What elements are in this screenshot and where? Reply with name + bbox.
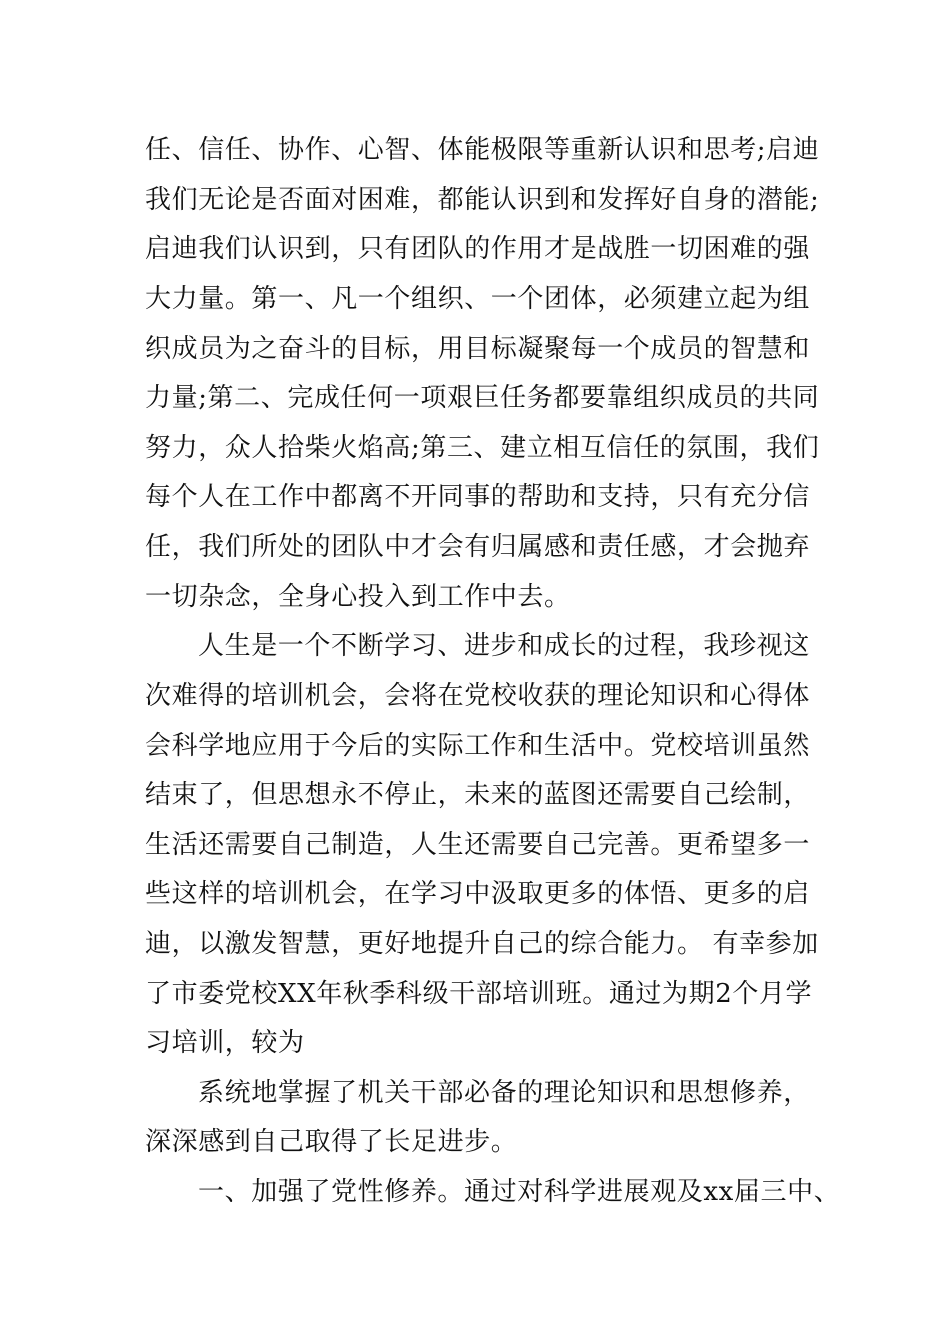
paragraph-1-line-8: 每个人在工作中都离不开同事的帮助和支持，只有充分信 — [145, 482, 811, 512]
paragraph-1-line-10: 一切杂念，全身心投入到工作中去。 — [145, 582, 571, 612]
paragraph-1-line-7: 努力，众人拾柴火焰高;第三、建立相互信任的氛围，我们 — [145, 433, 820, 463]
paragraph-1-line-9: 任，我们所处的团队中才会有归属感和责任感，才会抛弃 — [145, 532, 811, 562]
paragraph-2-line-4: 结束了，但思想永不停止，未来的蓝图还需要自己绘制， — [145, 780, 811, 810]
paragraph-2-line-6: 些这样的培训机会，在学习中汲取更多的体悟、更多的启 — [145, 879, 811, 909]
paragraph-2-line-5: 生活还需要自己制造，人生还需要自己完善。更希望多一 — [145, 830, 811, 860]
paragraph-1-line-2: 我们无论是否面对困难，都能认识到和发挥好自身的潜能; — [145, 185, 820, 215]
paragraph-2-line-8: 了市委党校XX年秋季科级干部培训班。通过为期2个月学 — [145, 979, 813, 1009]
paragraph-4-line-1: 一、加强了党性修养。通过对科学进展观及xx届三中、 — [198, 1177, 841, 1207]
paragraph-3-line-2: 深深感到自己取得了长足进步。 — [145, 1127, 518, 1157]
paragraph-3-line-1: 系统地掌握了机关干部必备的理论知识和思想修养， — [198, 1078, 810, 1108]
paragraph-2-line-3: 会科学地应用于今后的实际工作和生活中。党校培训虽然 — [145, 731, 811, 761]
paragraph-2-line-7: 迪，以激发智慧，更好地提升自己的综合能力。 有幸参加 — [145, 929, 819, 959]
paragraph-2-line-2: 次难得的培训机会，会将在党校收获的理论知识和心得体 — [145, 681, 811, 711]
paragraph-1-line-6: 力量;第二、完成任何一项艰巨任务都要靠组织成员的共同 — [145, 383, 820, 413]
paragraph-1-line-3: 启迪我们认识到，只有团队的作用才是战胜一切困难的强 — [145, 234, 811, 264]
paragraph-2-line-1: 人生是一个不断学习、进步和成长的过程，我珍视这 — [198, 631, 810, 661]
paragraph-1-line-5: 织成员为之奋斗的目标，用目标凝聚每一个成员的智慧和 — [145, 334, 811, 364]
paragraph-2-line-9: 习培训，较为 — [145, 1028, 305, 1058]
paragraph-1-line-1: 任、信任、协作、心智、体能极限等重新认识和思考;启迪 — [145, 135, 820, 165]
paragraph-1-line-4: 大力量。第一、凡一个组织、一个团体，必须建立起为组 — [145, 284, 811, 314]
